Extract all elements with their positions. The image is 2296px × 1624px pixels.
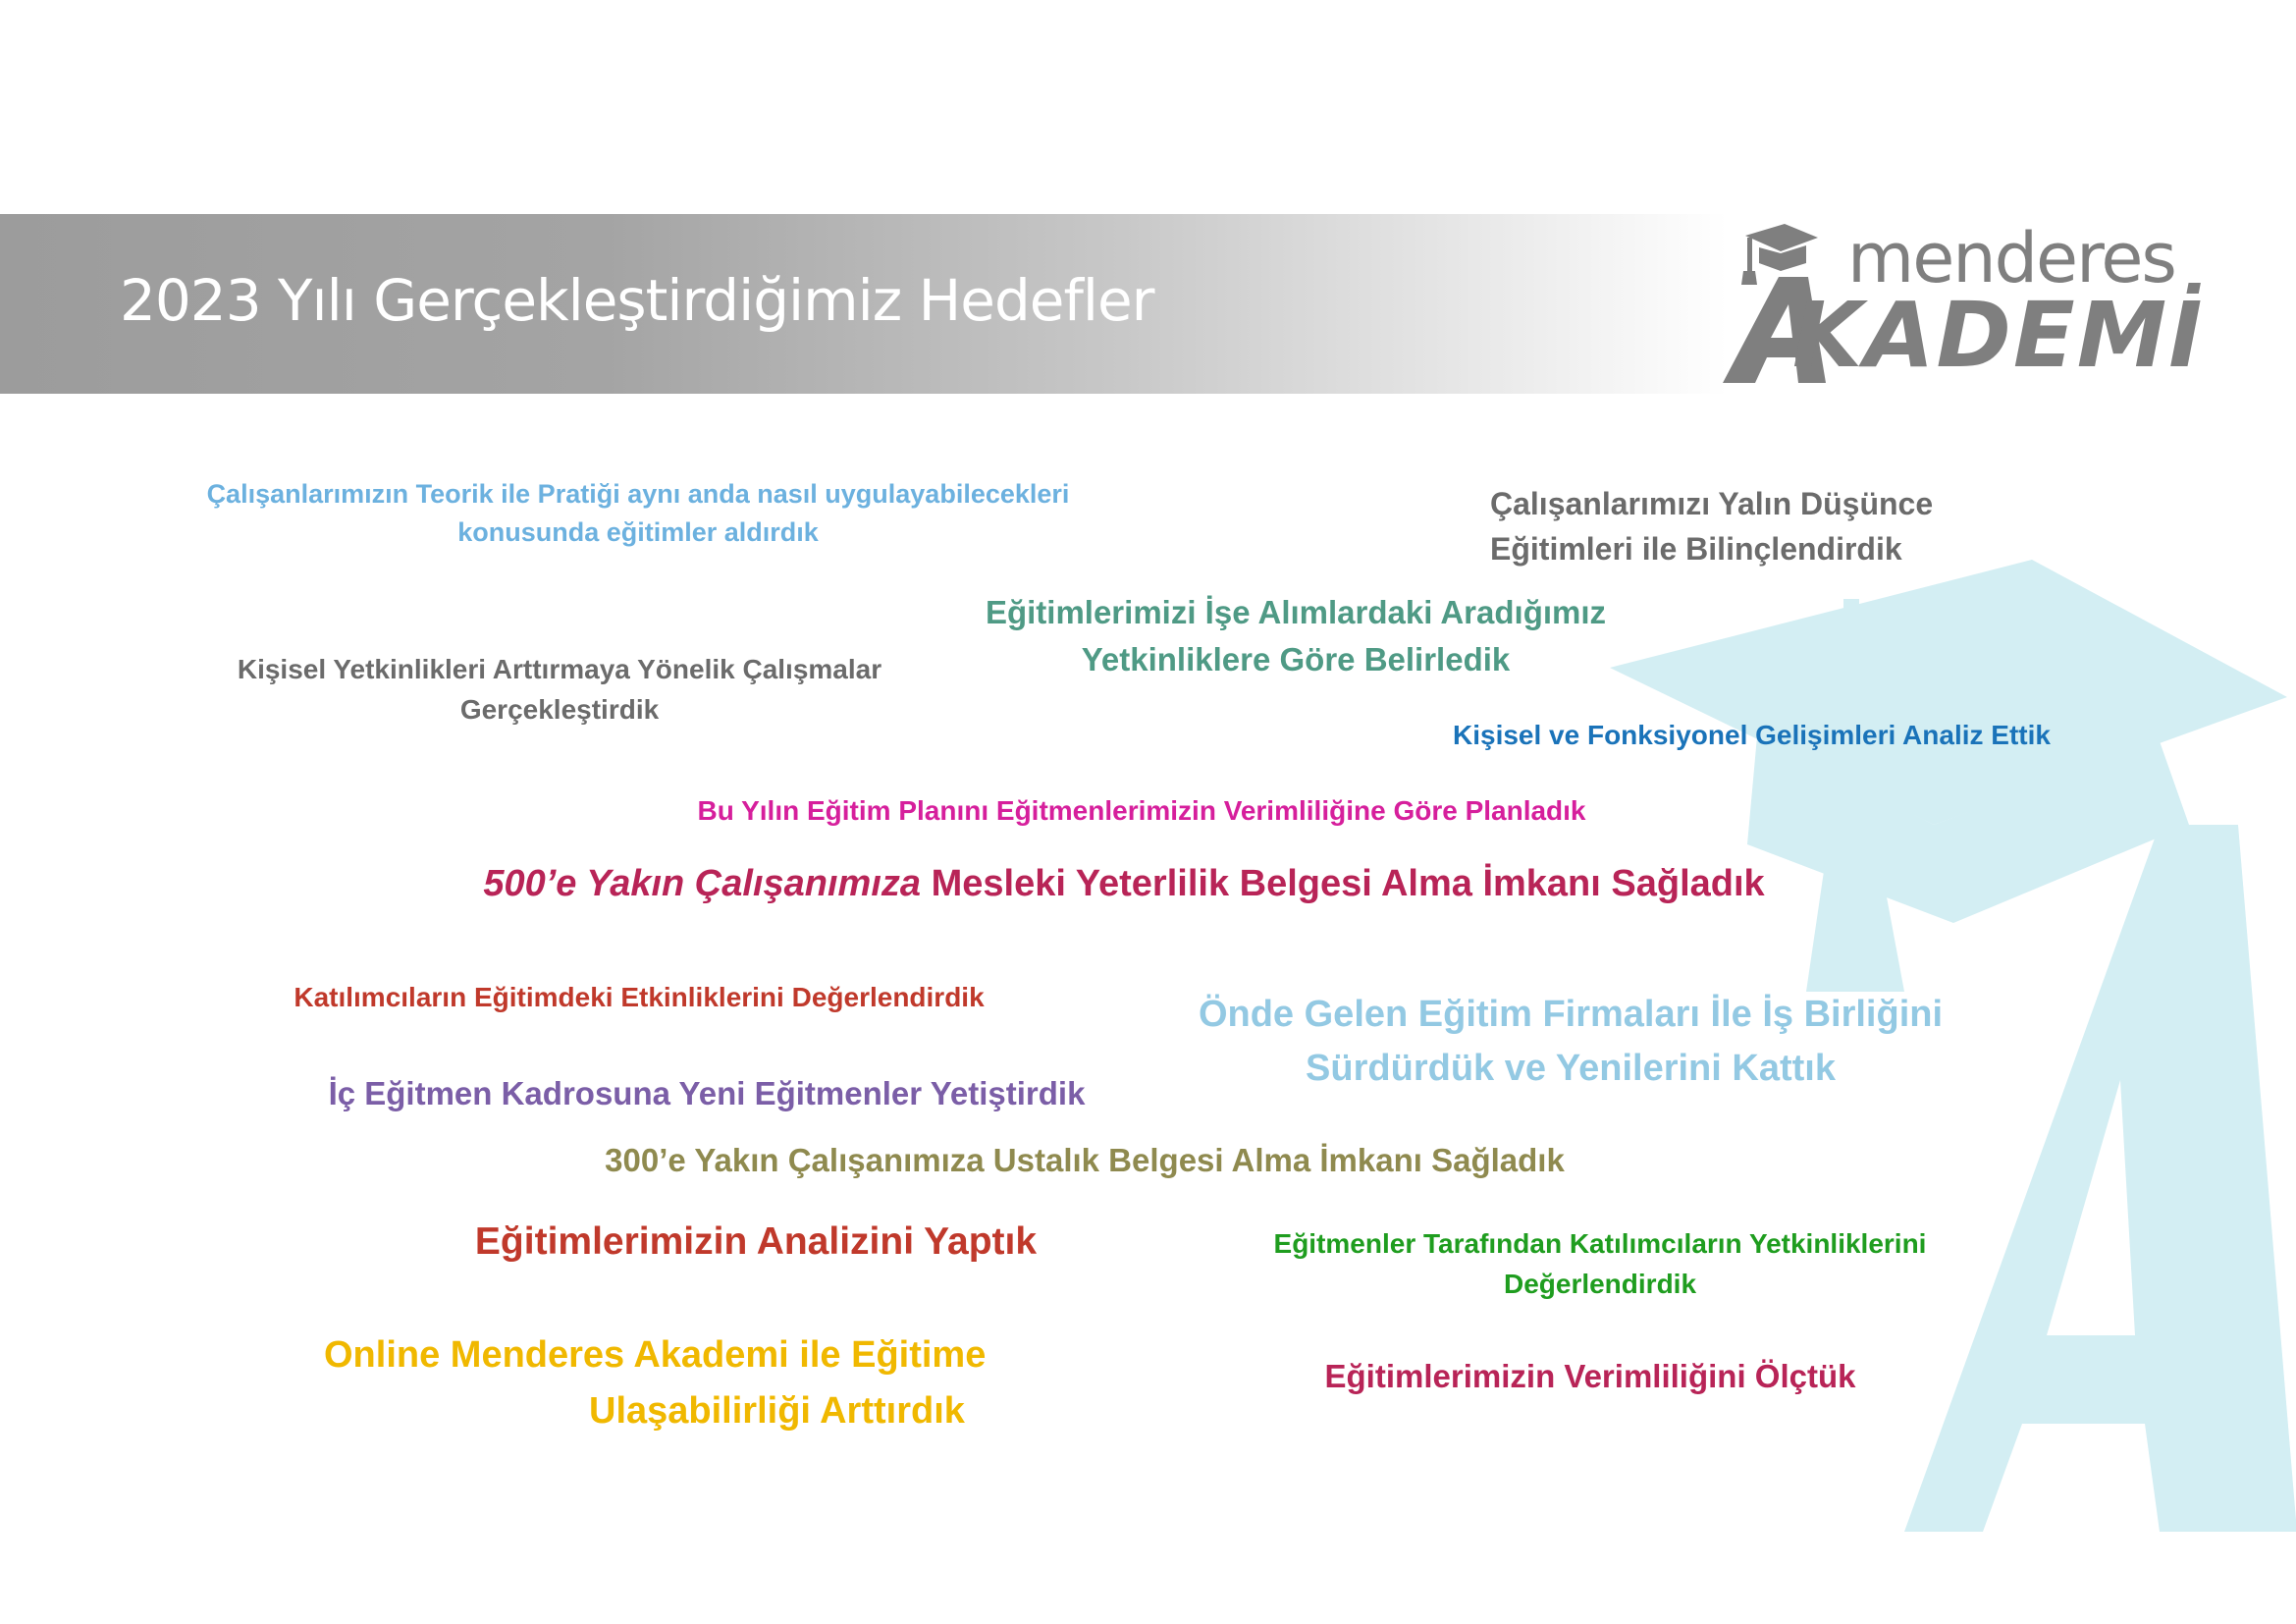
goal-line: Ulaşabilirliği Arttırdık xyxy=(589,1390,965,1432)
goal-line: Kişisel Yetkinlikleri Arttırmaya Yönelik Çalışmalar xyxy=(237,654,882,684)
goal-line: Eğitimleri ile Bilinçlendirdik xyxy=(1490,531,1902,568)
goal-online-academy xyxy=(324,1327,986,1439)
goal-training-analysis xyxy=(471,1215,1041,1271)
goal-line: Önde Gelen Eğitim Firmaları İle İş Birliğini xyxy=(1198,994,1944,1035)
goal-line: Kişisel ve Fonksiyonel Gelişimleri Analiz Ettik xyxy=(1453,720,2051,750)
goal-line: konusunda eğitimler aldırdık xyxy=(457,517,819,548)
goal-development-analysis xyxy=(1453,716,2051,756)
goal-vocational-certificate xyxy=(471,857,1777,911)
goal-line: Bu Yılın Eğitim Planını Eğitmenlerimizin Verimliliğine Göre Planladık xyxy=(697,795,1586,826)
goal-recruitment-competencies xyxy=(972,589,1620,683)
goal-line: Çalışanlarımızın Teorik ile Pratiği aynı anda nasıl uygulayabilecekleri xyxy=(206,479,1070,509)
goal-training-plan xyxy=(685,791,1598,832)
goal-line: Değerlendirdik xyxy=(1503,1268,1697,1299)
goal-training-firms xyxy=(1198,988,1944,1096)
menderes-akademi-logo xyxy=(1708,218,2205,390)
goal-personal-competencies xyxy=(226,650,893,730)
goal-internal-trainers xyxy=(324,1070,1090,1117)
page-title: 2023 Yılı Gerçekleştirdiğimiz Hedefler xyxy=(120,267,1154,334)
goal-line: Eğitmenler Tarafından Katılımcıların Yetkinliklerini xyxy=(1273,1228,1927,1259)
goal-line: Eğitimlerimizin Analizini Yaptık xyxy=(474,1220,1038,1263)
goal-trainer-evaluation xyxy=(1256,1224,1944,1304)
goal-line: Eğitimlerimizin Verimliliğini Ölçtük xyxy=(1324,1358,1856,1394)
goal-line: Çalışanlarımızı Yalın Düşünce xyxy=(1490,486,1934,521)
goal-training-efficiency xyxy=(1306,1353,1875,1400)
goal-mastery-certificate xyxy=(599,1137,1571,1184)
goal-line: Gerçekleştirdik xyxy=(459,693,660,725)
logo-text-akademi: KADEMİ xyxy=(1792,283,2205,388)
goal-line: Mesleki Yeterlilik Belgesi Alma İmkanı Sağladık xyxy=(921,863,1765,904)
goal-line: Online Menderes Akademi ile Eğitime xyxy=(324,1334,987,1376)
goal-line: Sürdürdük ve Yenilerini Kattık xyxy=(1306,1048,1836,1090)
goal-line: 300’e Yakın Çalışanımıza Ustalık Belgesi Alma İmkanı Sağladık xyxy=(605,1142,1565,1178)
goal-emphasis: 500’e Yakın Çalışanımıza xyxy=(483,863,922,904)
goal-line: Yetkinliklere Göre Belirledik xyxy=(1081,640,1511,677)
goal-theory-practice xyxy=(177,475,1099,552)
goal-lean-thinking xyxy=(1490,481,1933,572)
goal-line: Katılımcıların Eğitimdeki Etkinliklerini Değerlendirdik xyxy=(294,982,985,1012)
goal-line: İç Eğitmen Kadrosuna Yeni Eğitmenler Yetiştirdik xyxy=(328,1075,1086,1111)
logo-text-menderes: menderes xyxy=(1847,218,2175,298)
goal-line: Eğitimlerimizi İşe Alımlardaki Aradığımız xyxy=(985,594,1607,630)
goal-participant-activities xyxy=(281,978,997,1018)
